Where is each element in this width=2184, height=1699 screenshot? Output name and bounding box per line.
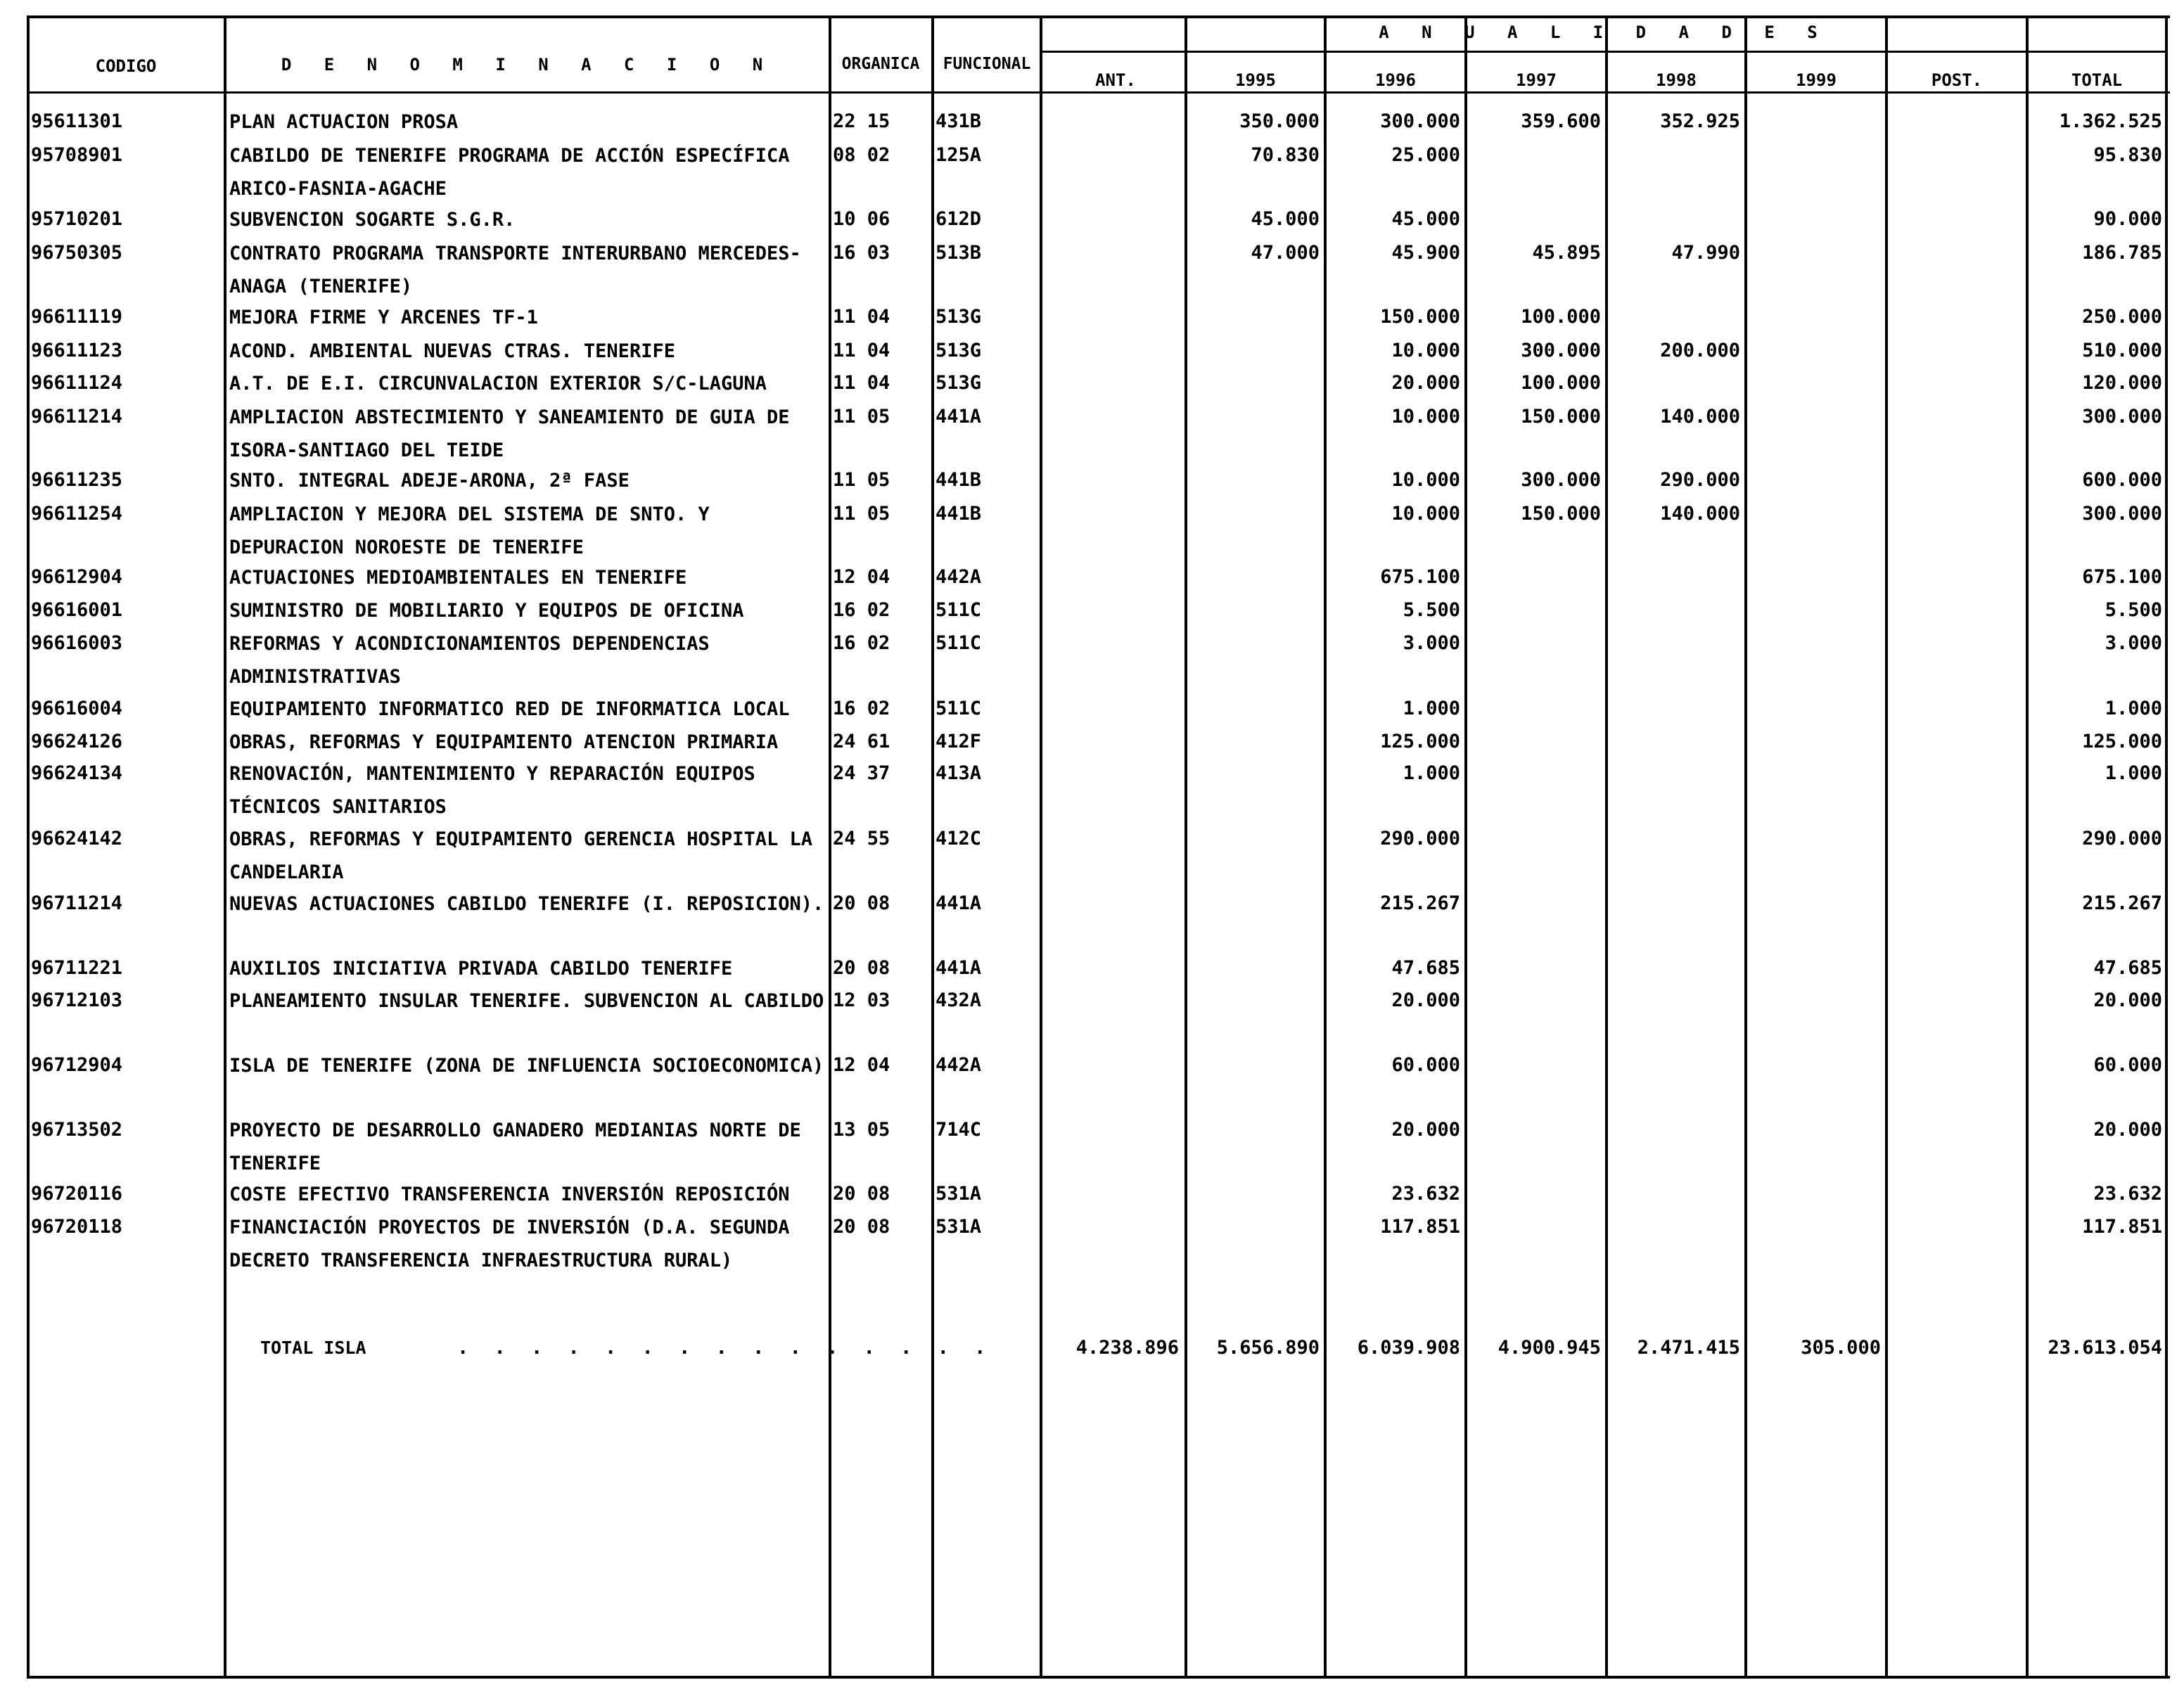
codigo-cell: 96624142 xyxy=(31,828,123,850)
year-1996-cell: 10.000 xyxy=(1391,503,1460,525)
denominacion-cell: FINANCIACIÓN PROYECTOS DE INVERSIÓN (D.A. SEGUNDA DECRETO TRANSFERENCIA INFRAESTRUCTURA RURAL) xyxy=(229,1217,790,1271)
codigo-cell: 96713502 xyxy=(31,1119,123,1141)
codigo-cell: 96611235 xyxy=(31,469,123,491)
year-1997-cell: 150.000 xyxy=(1521,503,1601,525)
total-dots: . . . . . . . . . . . . . . . xyxy=(457,1337,993,1359)
total-1996: 6.039.908 xyxy=(1357,1337,1460,1359)
funcional-cell: 511C xyxy=(935,698,982,719)
header-year: 1998 xyxy=(1656,70,1697,90)
funcional-cell: 531A xyxy=(935,1183,982,1205)
codigo-cell: 96611254 xyxy=(31,503,123,525)
total-cell: 215.267 xyxy=(2082,892,2162,914)
codigo-cell: 96720116 xyxy=(31,1183,123,1205)
column-divider xyxy=(931,15,934,1679)
denominacion-cell: PLAN ACTUACION PROSA xyxy=(229,111,459,133)
total-cell: 95.830 xyxy=(2093,144,2162,166)
year-1996-cell: 290.000 xyxy=(1380,828,1460,850)
year-1996-cell: 5.500 xyxy=(1403,599,1460,621)
year-1998-cell: 352.925 xyxy=(1660,110,1740,132)
funcional-cell: 441A xyxy=(935,892,982,914)
codigo-cell: 96612904 xyxy=(31,566,123,588)
funcional-cell: 125A xyxy=(935,144,982,166)
year-1996-cell: 675.100 xyxy=(1380,566,1460,588)
denominacion-cell: ACOND. AMBIENTAL NUEVAS CTRAS. TENERIFE xyxy=(229,340,675,362)
year-1996-cell: 20.000 xyxy=(1391,372,1460,394)
year-1997-cell: 300.000 xyxy=(1521,469,1601,491)
header-funcional: FUNCIONAL xyxy=(943,55,1031,73)
total-cell: 60.000 xyxy=(2093,1054,2162,1076)
organica-cell: 22 15 xyxy=(833,110,890,132)
year-1995-cell: 350.000 xyxy=(1239,110,1320,132)
organica-cell: 12 03 xyxy=(833,989,890,1011)
funcional-cell: 531A xyxy=(935,1216,982,1238)
denominacion-cell: CONTRATO PROGRAMA TRANSPORTE INTERURBANO MERCEDES-ANAGA (TENERIFE) xyxy=(229,243,801,297)
year-1997-cell: 100.000 xyxy=(1521,306,1601,328)
header-year: TOTAL xyxy=(2071,70,2123,90)
column-divider xyxy=(2165,15,2168,1679)
total-label: TOTAL ISLA xyxy=(260,1338,366,1358)
total-cell: 1.000 xyxy=(2105,762,2162,784)
column-divider xyxy=(1184,15,1187,1679)
year-1996-cell: 1.000 xyxy=(1403,698,1460,719)
denominacion-cell: ISLA DE TENERIFE (ZONA DE INFLUENCIA SOCIOECONOMICA) xyxy=(229,1055,824,1077)
total-cell: 20.000 xyxy=(2093,989,2162,1011)
year-1997-cell: 150.000 xyxy=(1521,406,1601,428)
organica-cell: 16 02 xyxy=(833,599,890,621)
denominacion-cell: REFORMAS Y ACONDICIONAMIENTOS DEPENDENCIAS ADMINISTRATIVAS xyxy=(229,633,710,688)
year-1997-cell: 300.000 xyxy=(1521,340,1601,361)
year-1996-cell: 150.000 xyxy=(1380,306,1460,328)
total-total: 23.613.054 xyxy=(2048,1337,2162,1359)
funcional-cell: 511C xyxy=(935,632,982,654)
year-1998-cell: 200.000 xyxy=(1660,340,1740,361)
organica-cell: 20 08 xyxy=(833,892,890,914)
organica-cell: 10 06 xyxy=(833,208,890,230)
total-cell: 675.100 xyxy=(2082,566,2162,588)
year-1996-cell: 20.000 xyxy=(1391,989,1460,1011)
denominacion-cell: NUEVAS ACTUACIONES CABILDO TENERIFE (I. REPOSICION). xyxy=(229,893,824,915)
year-1997-cell: 100.000 xyxy=(1521,372,1601,394)
total-cell: 600.000 xyxy=(2082,469,2162,491)
organica-cell: 12 04 xyxy=(833,566,890,588)
funcional-cell: 441B xyxy=(935,503,982,525)
anualidades-rule xyxy=(1040,51,2168,53)
year-1996-cell: 60.000 xyxy=(1391,1054,1460,1076)
year-1996-cell: 117.851 xyxy=(1380,1216,1460,1238)
organica-cell: 20 08 xyxy=(833,1216,890,1238)
denominacion-cell: AMPLIACION ABSTECIMIENTO Y SANEAMIENTO DE GUIA DE ISORA-SANTIAGO DEL TEIDE xyxy=(229,406,790,461)
year-1995-cell: 47.000 xyxy=(1251,242,1320,264)
organica-cell: 20 08 xyxy=(833,1183,890,1205)
year-1998-cell: 140.000 xyxy=(1660,406,1740,428)
organica-cell: 11 05 xyxy=(833,406,890,428)
funcional-cell: 714C xyxy=(935,1119,982,1141)
total-cell: 117.851 xyxy=(2082,1216,2162,1238)
year-1998-cell: 140.000 xyxy=(1660,503,1740,525)
funcional-cell: 413A xyxy=(935,762,982,784)
funcional-cell: 612D xyxy=(935,208,982,230)
total-1997: 4.900.945 xyxy=(1497,1337,1601,1359)
denominacion-cell: AMPLIACION Y MEJORA DEL SISTEMA DE SNTO. Y DEPURACION NOROESTE DE TENERIFE xyxy=(229,504,710,558)
codigo-cell: 96611124 xyxy=(31,372,123,394)
funcional-cell: 441A xyxy=(935,957,982,979)
column-divider xyxy=(1464,15,1467,1679)
organica-cell: 16 02 xyxy=(833,632,890,654)
funcional-cell: 513G xyxy=(935,340,982,361)
codigo-cell: 96720118 xyxy=(31,1216,123,1238)
codigo-cell: 96711214 xyxy=(31,892,123,914)
column-divider xyxy=(1885,15,1888,1679)
year-1996-cell: 10.000 xyxy=(1391,340,1460,361)
total-cell: 510.000 xyxy=(2082,340,2162,361)
denominacion-cell: OBRAS, REFORMAS Y EQUIPAMIENTO GERENCIA HOSPITAL LA CANDELARIA xyxy=(229,828,813,883)
column-divider xyxy=(27,15,30,1679)
year-1996-cell: 23.632 xyxy=(1391,1183,1460,1205)
column-divider xyxy=(1605,15,1608,1679)
year-1996-cell: 47.685 xyxy=(1391,957,1460,979)
funcional-cell: 513B xyxy=(935,242,982,264)
funcional-cell: 442A xyxy=(935,566,982,588)
codigo-cell: 96624134 xyxy=(31,762,123,784)
year-1996-cell: 1.000 xyxy=(1403,762,1460,784)
year-1996-cell: 300.000 xyxy=(1380,110,1460,132)
funcional-cell: 441B xyxy=(935,469,982,491)
organica-cell: 13 05 xyxy=(833,1119,890,1141)
year-1996-cell: 10.000 xyxy=(1391,469,1460,491)
codigo-cell: 96750305 xyxy=(31,242,123,264)
codigo-cell: 96611123 xyxy=(31,340,123,361)
organica-cell: 20 08 xyxy=(833,957,890,979)
year-1998-cell: 290.000 xyxy=(1660,469,1740,491)
column-divider xyxy=(1744,15,1747,1679)
codigo-cell: 95611301 xyxy=(31,110,123,132)
denominacion-cell: CABILDO DE TENERIFE PROGRAMA DE ACCIÓN ESPECÍFICA ARICO-FASNIA-AGACHE xyxy=(229,145,790,200)
codigo-cell: 95708901 xyxy=(31,144,123,166)
denominacion-cell: PROYECTO DE DESARROLLO GANADERO MEDIANIAS NORTE DE TENERIFE xyxy=(229,1120,801,1174)
total-1999: 305.000 xyxy=(1801,1337,1881,1359)
organica-cell: 16 02 xyxy=(833,698,890,719)
total-cell: 20.000 xyxy=(2093,1119,2162,1141)
organica-cell: 11 05 xyxy=(833,469,890,491)
total-cell: 47.685 xyxy=(2093,957,2162,979)
funcional-cell: 412C xyxy=(935,828,982,850)
codigo-cell: 96624126 xyxy=(31,731,123,752)
header-year: POST. xyxy=(1931,70,1983,90)
organica-cell: 24 37 xyxy=(833,762,890,784)
denominacion-cell: OBRAS, REFORMAS Y EQUIPAMIENTO ATENCION PRIMARIA xyxy=(229,731,779,753)
total-cell: 3.000 xyxy=(2105,632,2162,654)
organica-cell: 24 61 xyxy=(833,731,890,752)
organica-cell: 24 55 xyxy=(833,828,890,850)
year-1996-cell: 125.000 xyxy=(1380,731,1460,752)
organica-cell: 11 05 xyxy=(833,503,890,525)
year-1996-cell: 45.000 xyxy=(1391,208,1460,230)
codigo-cell: 96616003 xyxy=(31,632,123,654)
codigo-cell: 96611119 xyxy=(31,306,123,328)
header-anualidades: A N U A L I D A D E S xyxy=(1379,23,1829,42)
organica-cell: 16 03 xyxy=(833,242,890,264)
codigo-cell: 96616004 xyxy=(31,698,123,719)
denominacion-cell: ACTUACIONES MEDIOAMBIENTALES EN TENERIFE xyxy=(229,567,687,589)
year-1997-cell: 45.895 xyxy=(1532,242,1601,264)
funcional-cell: 432A xyxy=(935,989,982,1011)
organica-cell: 08 02 xyxy=(833,144,890,166)
denominacion-cell: SUMINISTRO DE MOBILIARIO Y EQUIPOS DE OFICINA xyxy=(229,600,744,622)
codigo-cell: 96611214 xyxy=(31,406,123,428)
codigo-cell: 95710201 xyxy=(31,208,123,230)
total-cell: 1.000 xyxy=(2105,698,2162,719)
funcional-cell: 513G xyxy=(935,372,982,394)
total-cell: 1.362.525 xyxy=(2059,110,2162,132)
total-cell: 120.000 xyxy=(2082,372,2162,394)
organica-cell: 11 04 xyxy=(833,372,890,394)
organica-cell: 11 04 xyxy=(833,306,890,328)
total-cell: 125.000 xyxy=(2082,731,2162,752)
total-1998: 2.471.415 xyxy=(1637,1337,1740,1359)
codigo-cell: 96712103 xyxy=(31,989,123,1011)
header-year: 1996 xyxy=(1375,70,1416,90)
total-cell: 290.000 xyxy=(2082,828,2162,850)
total-cell: 186.785 xyxy=(2082,242,2162,264)
denominacion-cell: SNTO. INTEGRAL ADEJE-ARONA, 2ª FASE xyxy=(229,470,630,492)
funcional-cell: 511C xyxy=(935,599,982,621)
denominacion-cell: COSTE EFECTIVO TRANSFERENCIA INVERSIÓN REPOSICIÓN xyxy=(229,1184,790,1205)
year-1996-cell: 20.000 xyxy=(1391,1119,1460,1141)
total-cell: 90.000 xyxy=(2093,208,2162,230)
funcional-cell: 441A xyxy=(935,406,982,428)
year-1997-cell: 359.600 xyxy=(1521,110,1601,132)
header-year: 1999 xyxy=(1796,70,1837,90)
denominacion-cell: EQUIPAMIENTO INFORMATICO RED DE INFORMATICA LOCAL xyxy=(229,698,790,720)
total-1995: 5.656.890 xyxy=(1216,1337,1320,1359)
header-organica: ORGANICA xyxy=(841,55,920,73)
year-1996-cell: 10.000 xyxy=(1391,406,1460,428)
year-1998-cell: 47.990 xyxy=(1671,242,1740,264)
header-year: ANT. xyxy=(1095,70,1136,90)
total-cell: 250.000 xyxy=(2082,306,2162,328)
funcional-cell: 513G xyxy=(935,306,982,328)
total-ant: 4.238.896 xyxy=(1075,1337,1179,1359)
header-year: 1997 xyxy=(1516,70,1557,90)
total-cell: 300.000 xyxy=(2082,406,2162,428)
year-1996-cell: 45.900 xyxy=(1391,242,1460,264)
denominacion-cell: SUBVENCION SOGARTE S.G.R. xyxy=(229,209,516,231)
codigo-cell: 96712904 xyxy=(31,1054,123,1076)
column-divider xyxy=(829,15,831,1679)
header-rule xyxy=(28,91,2170,94)
header-codigo: CODIGO xyxy=(95,56,157,76)
year-1996-cell: 25.000 xyxy=(1391,144,1460,166)
organica-cell: 12 04 xyxy=(833,1054,890,1076)
header-denominacion: D E N O M I N A C I O N xyxy=(281,55,774,75)
funcional-cell: 442A xyxy=(935,1054,982,1076)
denominacion-cell: A.T. DE E.I. CIRCUNVALACION EXTERIOR S/C-LAGUNA xyxy=(229,373,767,395)
organica-cell: 11 04 xyxy=(833,340,890,361)
denominacion-cell: AUXILIOS INICIATIVA PRIVADA CABILDO TENERIFE xyxy=(229,958,733,980)
column-divider xyxy=(1040,15,1042,1679)
total-cell: 5.500 xyxy=(2105,599,2162,621)
funcional-cell: 412F xyxy=(935,731,982,752)
total-cell: 300.000 xyxy=(2082,503,2162,525)
codigo-cell: 96711221 xyxy=(31,957,123,979)
funcional-cell: 431B xyxy=(935,110,982,132)
denominacion-cell: MEJORA FIRME Y ARCENES TF-1 xyxy=(229,307,538,328)
denominacion-cell: RENOVACIÓN, MANTENIMIENTO Y REPARACIÓN EQUIPOS TÉCNICOS SANITARIOS xyxy=(229,763,755,818)
denominacion-cell: PLANEAMIENTO INSULAR TENERIFE. SUBVENCION AL CABILDO xyxy=(229,990,824,1012)
year-1995-cell: 70.830 xyxy=(1251,144,1320,166)
codigo-cell: 96616001 xyxy=(31,599,123,621)
total-cell: 23.632 xyxy=(2093,1183,2162,1205)
year-1995-cell: 45.000 xyxy=(1251,208,1320,230)
year-1996-cell: 3.000 xyxy=(1403,632,1460,654)
header-year: 1995 xyxy=(1235,70,1276,90)
year-1996-cell: 215.267 xyxy=(1380,892,1460,914)
column-divider xyxy=(224,15,226,1679)
